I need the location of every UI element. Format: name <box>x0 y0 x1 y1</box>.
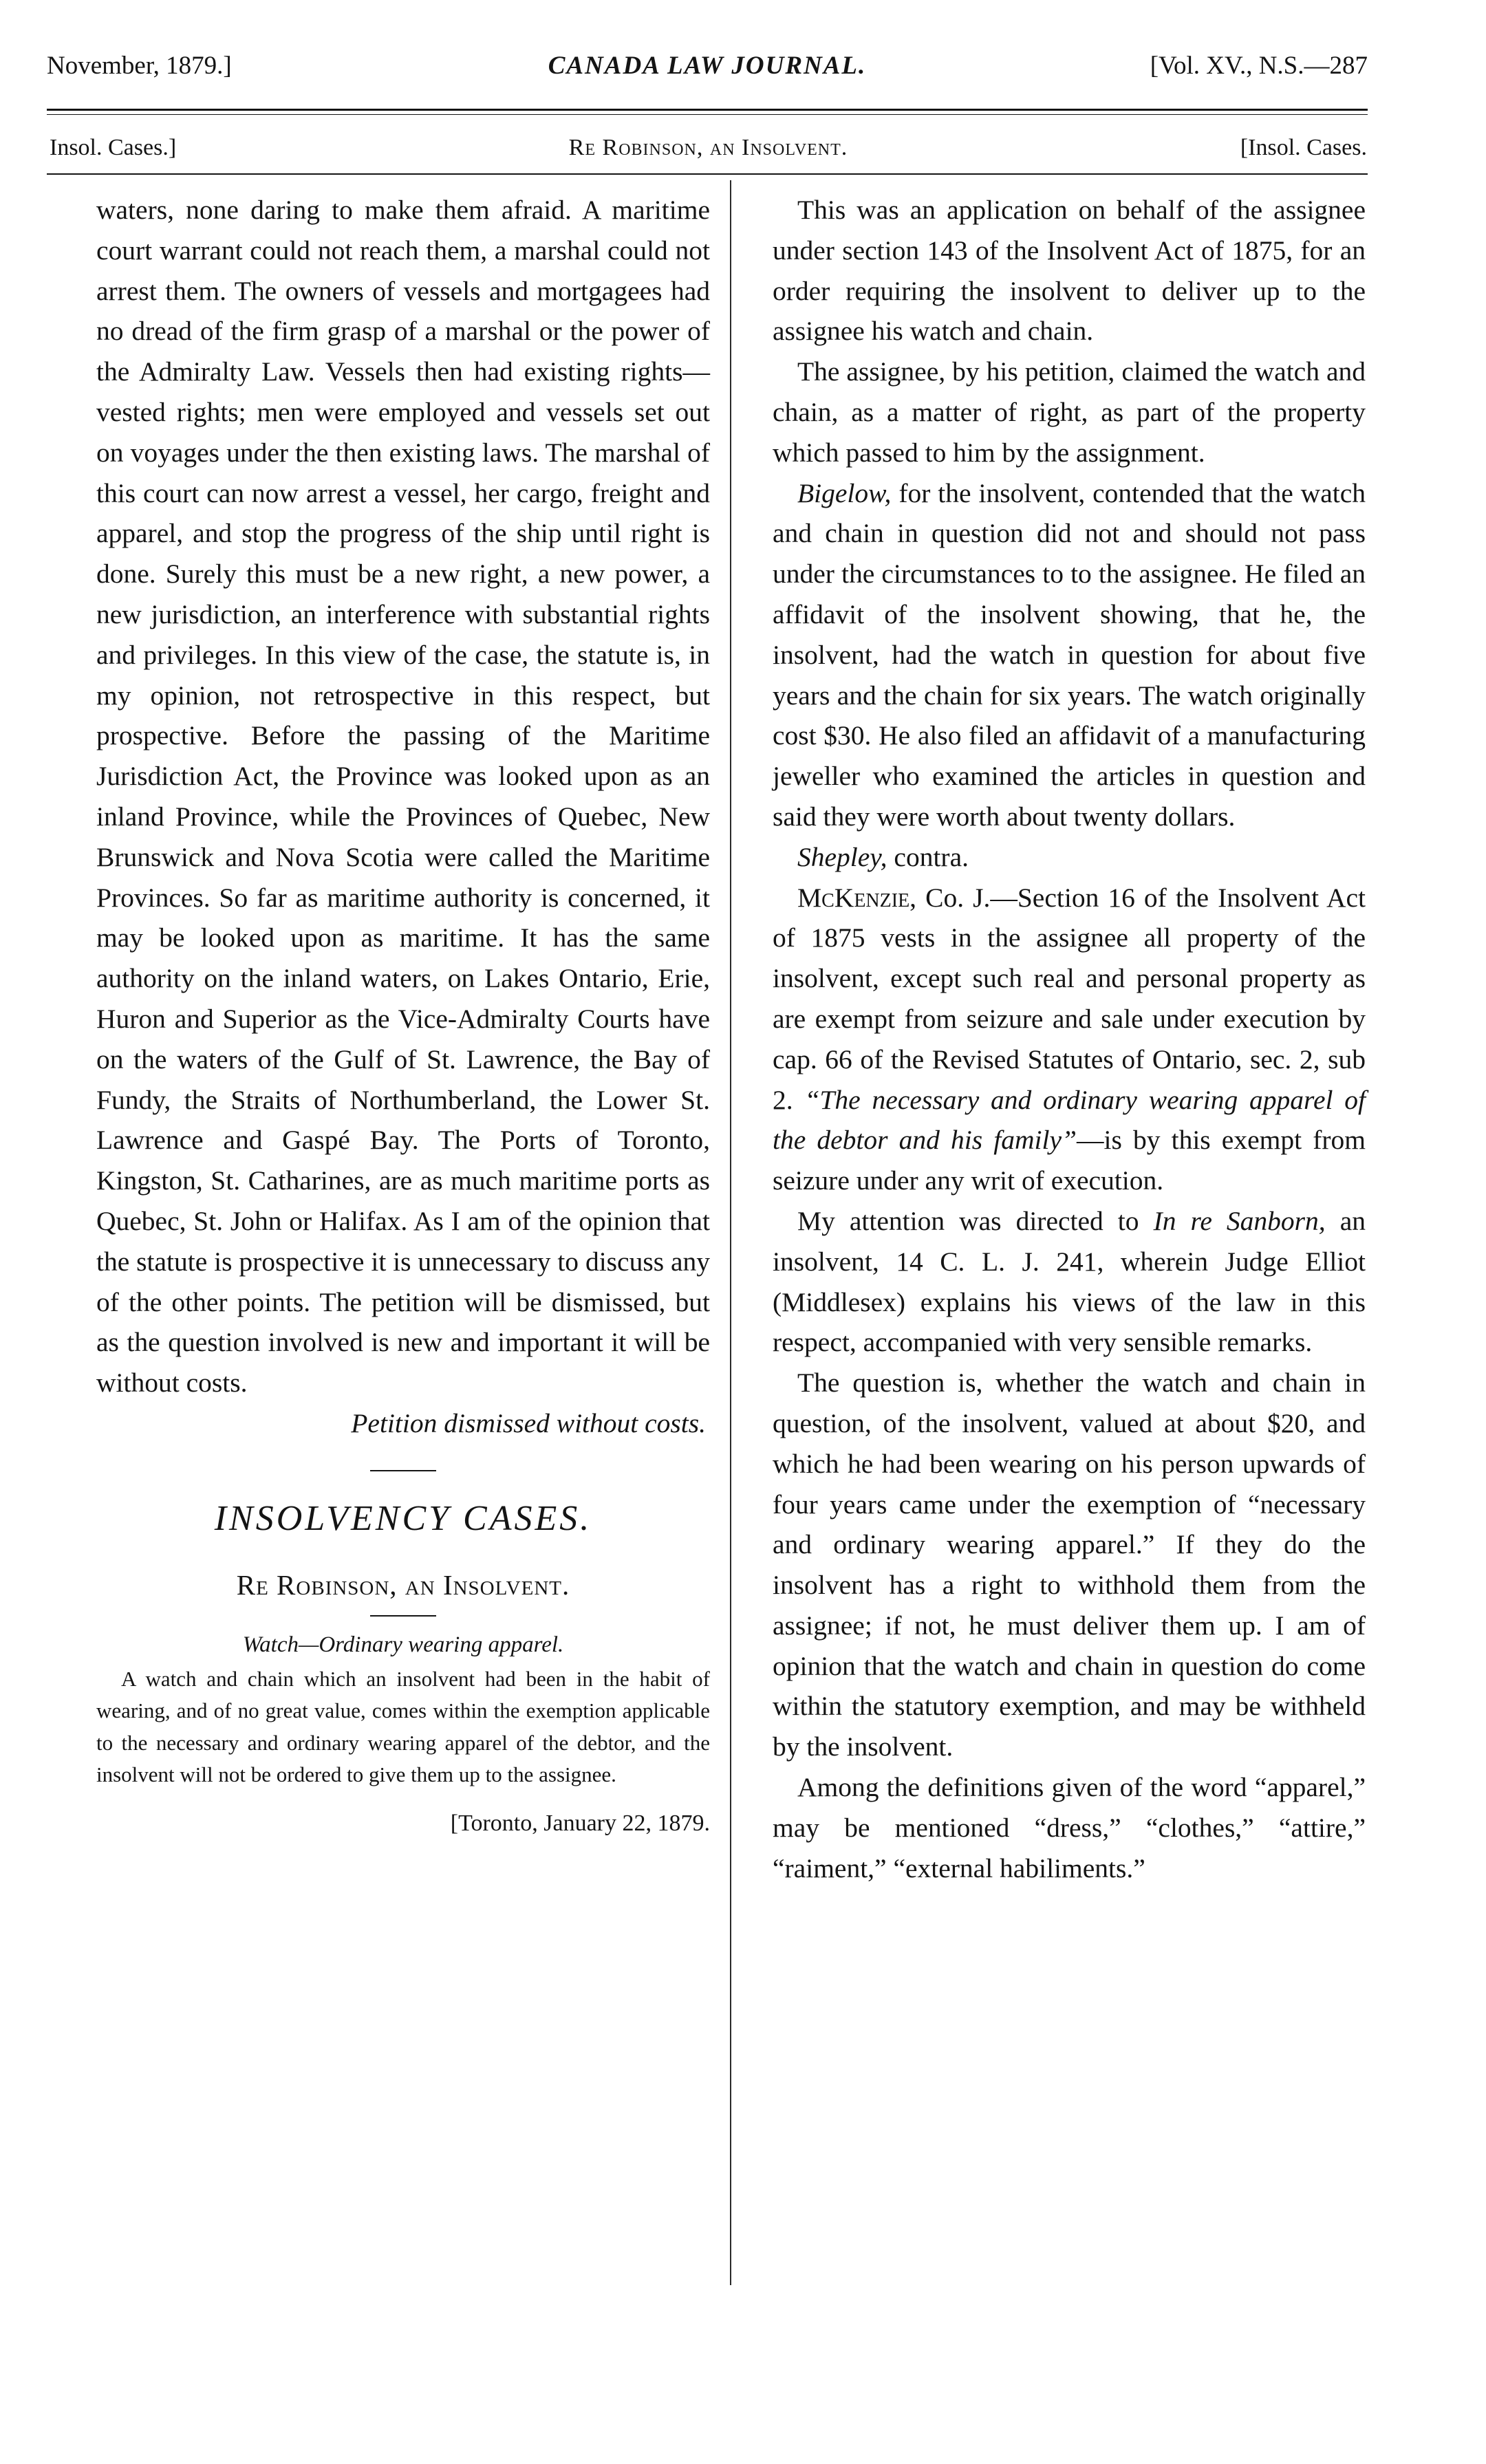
header-rule-thick <box>47 109 1368 111</box>
paragraph: The assignee, by his petition, claimed the watch and chain, as a matter of right, as part of the property which passed to him by the assignment. <box>773 356 1366 468</box>
counsel-name: Shepley, <box>797 841 887 872</box>
paragraph-text: for the insolvent, contended that the watch and chain in question did not and should not pass under the circumstances to to the assignee. He filed an affidavit of the insolvent showing, that he, the insolvent, had the watch in question for about five years and the chain for six years. The watch originally cost $30. He also filed an affidavit of a manufacturing jeweller who examined the articles in question and said they were worth about twenty dollars. <box>773 477 1366 832</box>
section-right: [Insol. Cases. <box>1240 135 1367 160</box>
paragraph-text: My attention was directed to <box>797 1205 1154 1236</box>
paragraph-text: an insolvent, 14 C. L. J. 241, wherein Judge Elliot (Middlesex) explains his views of the law in this respect, accompanied with very sensible remarks. <box>773 1205 1366 1358</box>
paragraph <box>773 1201 1366 1363</box>
paragraph-text: —is by this exempt from seizure under any writ of execution. <box>773 1125 1366 1196</box>
section-heading: INSOLVENCY CASES. <box>214 1498 592 1538</box>
paragraph: Among the definitions given of the word “apparel,” may be mentioned “dress,” “clothes,” “attire,” “raiment,” “external habiliments.” <box>773 1772 1366 1883</box>
paragraph <box>773 837 1366 878</box>
running-header <box>47 51 1368 92</box>
judge-name: McKenzie, <box>797 882 917 913</box>
paragraph-text: Co. J.—Section 16 of the Insolvent Act of 1875 vests in the assignee all property of the insolvent, except such real and personal property as are exempt from seizure and sale under execution by cap. 66 of the Revised Statutes of Ontario, sec. 2, sub 2. <box>773 882 1366 1115</box>
case-citation: In re Sanborn, <box>1153 1205 1326 1236</box>
header-rule-thin <box>47 114 1368 115</box>
section-header <box>50 135 1367 169</box>
judgment-paragraph: waters, none daring to make them afraid. A maritime court warrant could not reach them, a marshal could not arrest them. The owners of vessels and mortgagees had no dread of the firm grasp of a marshal or the power of the Admiralty Law. Vessels then had existing rights—vested rights; men were employed and vessels set out on voyages under the then existing laws. The marshal of this court can now arrest a vessel, her cargo, freight and apparel, and stop the progress of the ship until right is done. Surely this must be a new right, a new power, a new jurisdiction, an interference with substantial rights and privileges. In this view of the case, the statute is, in my opinion, not retrospective in this respect, but prospective. Before the passing of the Maritime Jurisdiction Act, the Province was looked upon as an inland Province, while the Provinces of Quebec, New Brunswick and Nova Scotia were called the Maritime Provinces. So far as maritime authority is concerned, it may be looked upon as maritime. It has the same authority on the inland waters, on Lakes Ontario, Erie, Huron and Superior as the Vice-Admiralty Courts have on the waters of the Gulf of St. Lawrence, the Bay of Fundy, the Straits of Northumberland, the Lower St. Lawrence and Gaspé Bay. The Ports of Toronto, Kingston, St. Catharines, are as much maritime ports as Quebec, St. John or Halifax. As I am of the opinion that the statute is prospective it is unnecessary to discuss any of the other points. The petition will be dismissed, but as the question involved is new and important it will be without costs. <box>96 195 710 1398</box>
section-left: Insol. Cases.] <box>50 135 177 160</box>
paragraph <box>773 473 1366 837</box>
case-running-title: Re Robinson, an Insolvent. <box>568 135 848 160</box>
header-date: November, 1879.] <box>47 52 232 80</box>
case-title: Re Robinson, an Insolvent. <box>236 1568 570 1601</box>
catchword: Watch—Ordinary wearing apparel. <box>242 1632 564 1657</box>
paragraph: This was an application on behalf of the assignee under section 143 of the Insolvent Act of 1875, for an order requiring the insolvent to deliver up to the assignee his watch and chain. <box>773 195 1366 347</box>
paragraph: The question is, whether the watch and chain in question, of the insolvent, valued at about $20, and which he had been wearing on his person upwards of four years came under the exemption of “necessary and ordinary wearing apparel.” If they do the insolvent has a right to withhold them from the assignee; if not, he must deliver them up. I am of opinion that the watch and chain in question do come within the statutory exemption, and may be withheld by the insolvent. <box>773 1368 1366 1762</box>
court-date: [Toronto, January 22, 1879. <box>450 1810 710 1836</box>
journal-title: CANADA LAW JOURNAL. <box>548 52 867 80</box>
statute-quote: “The necessary and ordinary wearing apparel of the debtor and his family” <box>773 1084 1366 1156</box>
column-divider <box>730 180 731 2285</box>
right-column <box>773 190 1366 1888</box>
short-rule <box>370 1470 436 1471</box>
paragraph-text: contra. <box>887 841 969 872</box>
counsel-name: Bigelow, <box>797 477 892 508</box>
paragraph <box>773 878 1366 1201</box>
disposition: Petition dismissed without costs. <box>351 1407 706 1438</box>
short-rule <box>370 1615 436 1617</box>
section-header-rule <box>47 173 1368 175</box>
volume-page-number: [Vol. XV., N.S.—287 <box>1150 52 1368 80</box>
left-column <box>96 190 710 1841</box>
headnote: A watch and chain which an insolvent had been in the habit of wearing, and of no great value, comes within the exemption applicable to the necessary and ordinary wearing apparel of the debtor, and the insolvent will not be ordered to give them up to the assignee. <box>96 1666 710 1786</box>
